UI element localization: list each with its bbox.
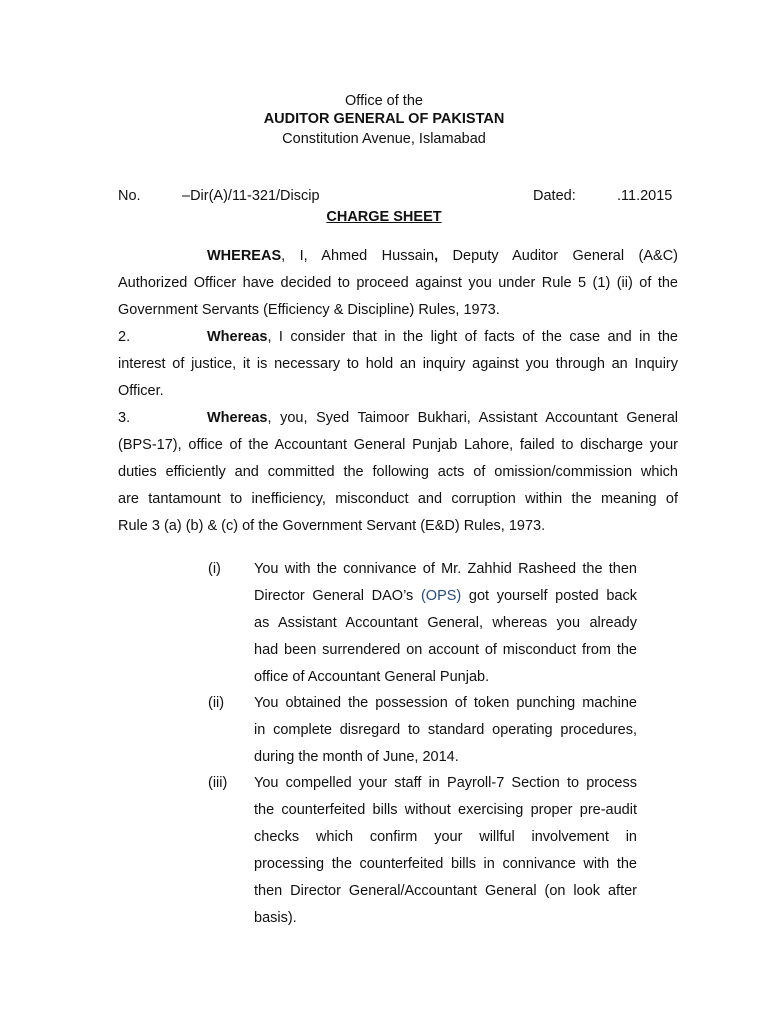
para1-line3: Government Servants (Efficiency & Discipline) Rules, 1973. [118, 302, 500, 318]
para1-line1 [207, 248, 678, 264]
para2-number: 2. [118, 329, 131, 345]
charge-marker: (ii) [208, 695, 225, 711]
para1-line2: Authorized Officer have decided to proceed against you under Rule 5 (1) (ii) of the [118, 275, 678, 291]
para1-officer-name: , I, Ahmed Hussain [281, 248, 435, 264]
para2-line2: interest of justice, it is necessary to hold an inquiry against you through an Inquiry [118, 356, 678, 372]
charge-line: You compelled your staff in Payroll-7 Section to process [254, 775, 637, 791]
document-title: CHARGE SHEET [326, 209, 442, 225]
charge-marker: (i) [208, 561, 221, 577]
charge-line: office of Accountant General Punjab. [254, 669, 490, 685]
ops-abbreviation: (OPS) [420, 588, 462, 604]
para3-line2: (BPS-17), office of the Accountant General Punjab Lahore, failed to discharge your [118, 437, 678, 453]
dated-label: Dated: [533, 188, 576, 204]
para1-line1-tail: Deputy Auditor General (A&C) [438, 248, 678, 264]
reference-no-label: No. [118, 188, 141, 204]
charge-line: You with the connivance of Mr. Zahhid Rasheed the then [254, 561, 637, 577]
charge-text: got yourself posted back [461, 588, 637, 604]
para1-whereas: WHEREAS [207, 248, 282, 264]
para3-line1-tail: , you, Syed Taimoor Bukhari, Assistant Accountant General [267, 410, 678, 426]
charge-line: the counterfeited bills without exercising proper pre-audit [254, 802, 637, 818]
letterhead-address: Constitution Avenue, Islamabad [282, 131, 486, 147]
charge-marker: (iii) [208, 775, 228, 791]
charge-line: during the month of June, 2014. [254, 749, 459, 765]
para2-line1 [207, 329, 678, 345]
para2-line3: Officer. [118, 383, 164, 399]
para3-number: 3. [118, 410, 131, 426]
charge-line: basis). [254, 910, 297, 926]
para3-line1 [207, 410, 678, 426]
charge-line: had been surrendered on account of misconduct from the [254, 642, 637, 658]
para3-line4: are tantamount to inefficiency, misconduct and corruption within the meaning of [118, 491, 678, 507]
para3-line3: duties efficiently and committed the following acts of omission/commission which [118, 464, 678, 480]
letterhead-office: Office of the [345, 93, 423, 109]
charge-line: checks which confirm your willful involvement in [254, 829, 637, 845]
para1-comma: , [434, 248, 439, 264]
para3-line5: Rule 3 (a) (b) & (c) of the Government Servant (E&D) Rules, 1973. [118, 518, 546, 534]
para2-whereas: Whereas [207, 329, 268, 345]
charge-line: then Director General/Accountant General (on look after [254, 883, 637, 899]
charge-line [254, 588, 637, 604]
para2-line1-tail: , I consider that in the light of facts of the case and in the [267, 329, 678, 345]
para3-whereas: Whereas [207, 410, 268, 426]
charge-line: processing the counterfeited bills in connivance with the [254, 856, 637, 872]
charge-line: in complete disregard to standard operating procedures, [254, 722, 637, 738]
reference-no-value: –Dir(A)/11-321/Discip [182, 188, 320, 204]
charge-line: You obtained the possession of token punching machine [254, 695, 637, 711]
dated-value: .11.2015 [617, 188, 673, 204]
charge-text: Director General DAO’s [254, 588, 421, 604]
charge-line: as Assistant Accountant General, whereas you already [254, 615, 637, 631]
letterhead-organization: AUDITOR GENERAL OF PAKISTAN [263, 111, 505, 127]
